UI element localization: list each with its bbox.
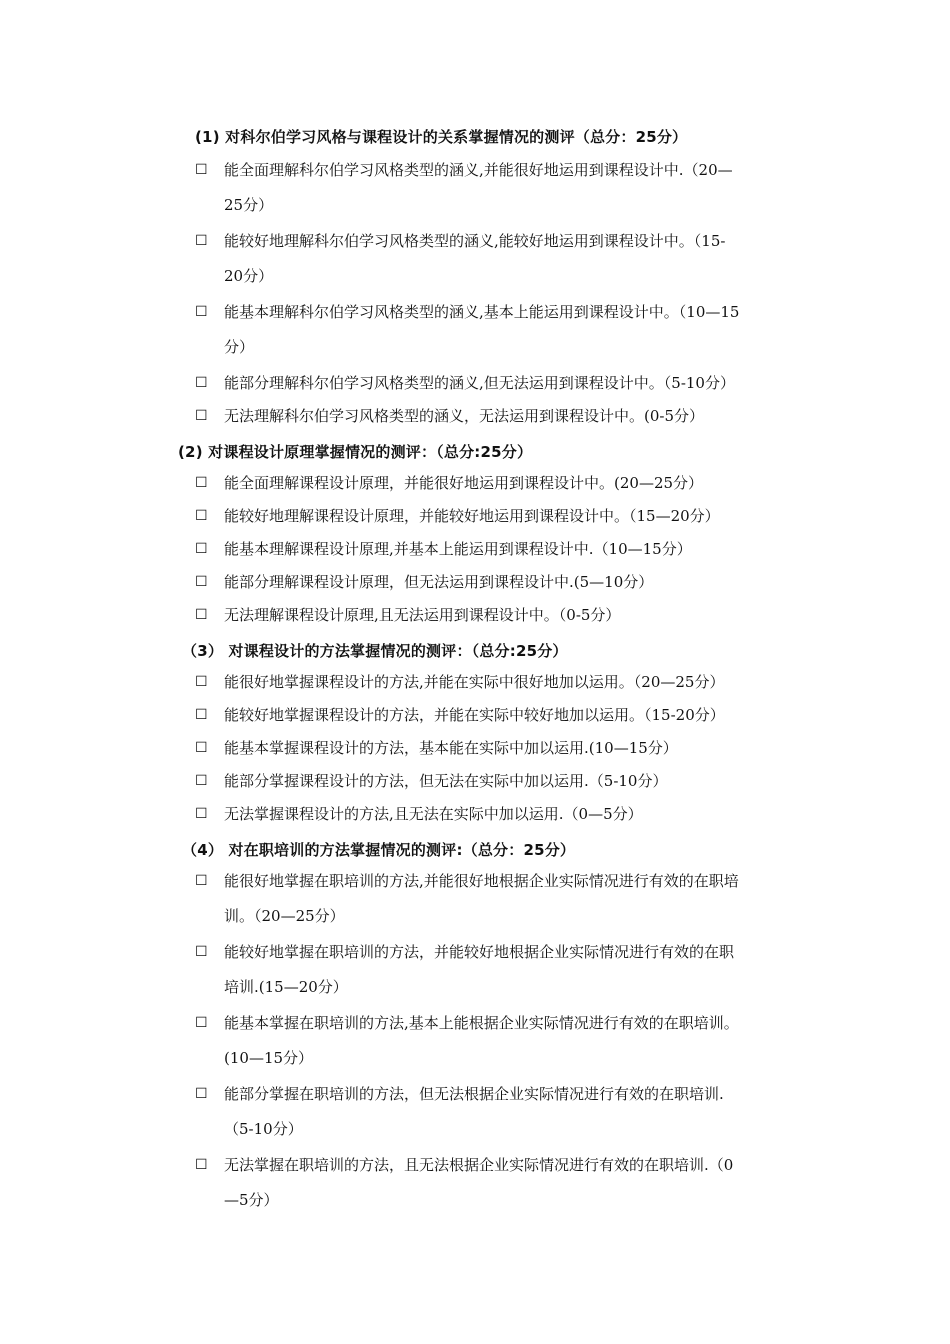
checkbox-icon[interactable]: ☐ [195, 1157, 208, 1173]
checklist-item [195, 1148, 815, 1218]
checkbox-icon[interactable]: ☐ [195, 541, 208, 557]
item-text: 能较好地掌握在职培训的方法，并能较好地根据企业实际情况进行有效的在职 培训.(15—20分） [224, 943, 735, 996]
item-text: 无法掌握在职培训的方法，且无法根据企业实际情况进行有效的在职培训.（0 —5分） [224, 1156, 734, 1209]
item-text: 能部分理解科尔伯学习风格类型的涵义,但无法运用到课程设计中。（5-10分） [224, 374, 735, 392]
checkbox-icon[interactable]: ☐ [195, 475, 208, 491]
checklist-item [195, 797, 815, 832]
checkbox-icon[interactable]: ☐ [195, 806, 208, 822]
item-text: 能很好地掌握在职培训的方法,并能很好地根据企业实际情况进行有效的在职培 训。（20—25分） [224, 872, 739, 925]
checklist-item [195, 399, 815, 434]
checkbox-icon[interactable]: ☐ [195, 873, 208, 889]
checklist-item [195, 295, 815, 365]
item-text: 能部分掌握课程设计的方法，但无法在实际中加以运用.（5-10分） [224, 772, 668, 790]
item-text: 能基本掌握在职培训的方法,基本上能根据企业实际情况进行有效的在职培训。 (10—15分） [224, 1014, 739, 1067]
checkbox-icon[interactable]: ☐ [195, 944, 208, 960]
item-text: 能基本理解科尔伯学习风格类型的涵义,基本上能运用到课程设计中。（10—15 分） [224, 303, 740, 356]
checkbox-icon[interactable]: ☐ [195, 1015, 208, 1031]
item-text: 能较好地理解科尔伯学习风格类型的涵义,能较好地运用到课程设计中。（15- 20分） [224, 232, 726, 285]
checkbox-icon[interactable]: ☐ [195, 408, 208, 424]
item-text: 能较好地掌握课程设计的方法，并能在实际中较好地加以运用。（15-20分） [224, 706, 725, 724]
checkbox-icon[interactable]: ☐ [195, 508, 208, 524]
item-text: 无法掌握课程设计的方法,且无法在实际中加以运用.（0—5分） [224, 805, 643, 823]
checkbox-icon[interactable]: ☐ [195, 773, 208, 789]
item-text: 能全面理解课程设计原理，并能很好地运用到课程设计中。(20—25分） [224, 474, 704, 492]
checkbox-icon[interactable]: ☐ [195, 574, 208, 590]
checklist-item [195, 864, 815, 934]
checklist-item [195, 764, 815, 799]
checklist-item [195, 153, 815, 223]
item-text: 能基本理解课程设计原理,并基本上能运用到课程设计中.（10—15分） [224, 540, 692, 558]
item-text: 能部分掌握在职培训的方法，但无法根据企业实际情况进行有效的在职培训. （5-10分） [224, 1085, 724, 1138]
checklist-item [195, 598, 815, 633]
item-text: 无法理解科尔伯学习风格类型的涵义，无法运用到课程设计中。(0-5分） [224, 407, 705, 425]
item-text: 能部分理解课程设计原理，但无法运用到课程设计中.(5—10分） [224, 573, 654, 591]
checklist-item [195, 665, 815, 700]
checklist-item [195, 935, 815, 1005]
section-heading: (1) 对科尔伯学习风格与课程设计的关系掌握情况的测评（总分：25分） [195, 128, 688, 146]
checkbox-icon[interactable]: ☐ [195, 233, 208, 249]
checklist-item [195, 224, 815, 294]
checkbox-icon[interactable]: ☐ [195, 304, 208, 320]
item-text: 能全面理解科尔伯学习风格类型的涵义,并能很好地运用到课程设计中.（20— 25分） [224, 161, 733, 214]
checklist-item [195, 499, 815, 534]
item-text: 能较好地理解课程设计原理，并能较好地运用到课程设计中。（15—20分） [224, 507, 720, 525]
checkbox-icon[interactable]: ☐ [195, 1086, 208, 1102]
checklist-item [195, 366, 815, 401]
checklist-item [195, 698, 815, 733]
checkbox-icon[interactable]: ☐ [195, 375, 208, 391]
section-heading: (2) 对课程设计原理掌握情况的测评：（总分:25分） [178, 443, 533, 461]
checklist-item [195, 466, 815, 501]
item-text: 无法理解课程设计原理,且无法运用到课程设计中。（0-5分） [224, 606, 621, 624]
section-heading: （3） 对课程设计的方法掌握情况的测评：（总分:25分） [182, 642, 568, 660]
checkbox-icon[interactable]: ☐ [195, 707, 208, 723]
checklist-item [195, 731, 815, 766]
checklist-item [195, 1077, 815, 1147]
checklist-item [195, 1006, 815, 1076]
checkbox-icon[interactable]: ☐ [195, 740, 208, 756]
checkbox-icon[interactable]: ☐ [195, 674, 208, 690]
checklist-item [195, 532, 815, 567]
checklist-item [195, 565, 815, 600]
item-text: 能基本掌握课程设计的方法，基本能在实际中加以运用.(10—15分） [224, 739, 678, 757]
checkbox-icon[interactable]: ☐ [195, 162, 208, 178]
item-text: 能很好地掌握课程设计的方法,并能在实际中很好地加以运用。（20—25分） [224, 673, 725, 691]
checkbox-icon[interactable]: ☐ [195, 607, 208, 623]
section-heading: （4） 对在职培训的方法掌握情况的测评:（总分：25分） [182, 841, 576, 859]
